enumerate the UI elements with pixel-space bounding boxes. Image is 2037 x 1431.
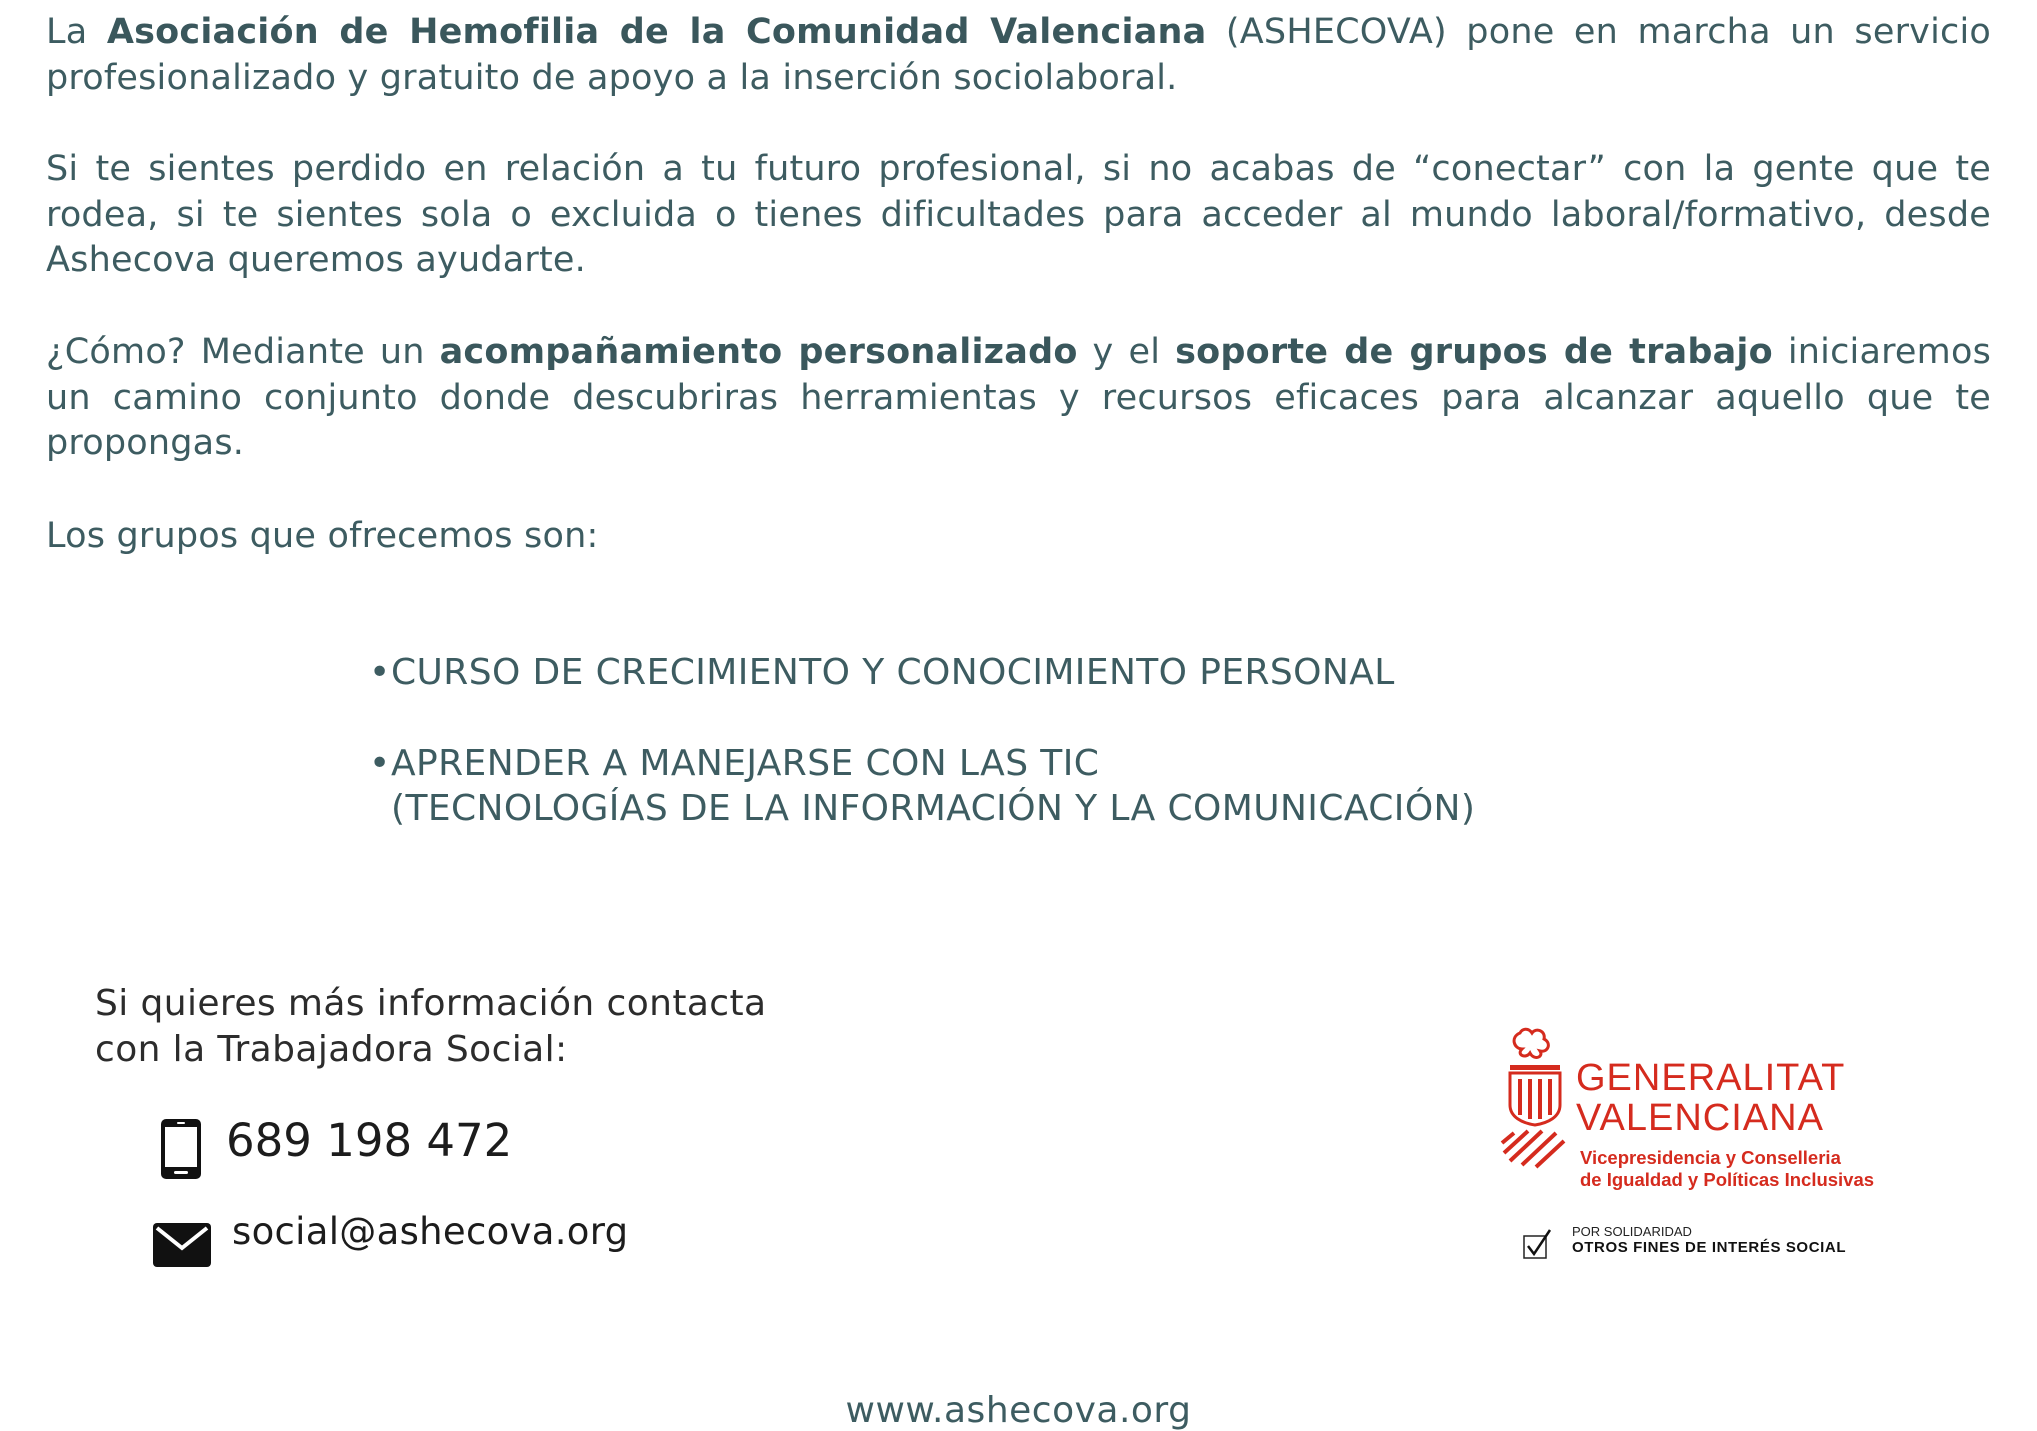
solidarity-text: [1572, 1224, 1846, 1256]
group-item-label: CURSO DE CRECIMIENTO Y CONOCIMIENTO PERSONAL: [391, 652, 1395, 693]
sponsor-logo-text: [1576, 1058, 1845, 1138]
mobile-phone-icon: [160, 1118, 202, 1180]
contact-line-1: Si quieres más información contacta: [95, 983, 767, 1024]
intro-paragraph: [46, 10, 1991, 101]
how-paragraph: [46, 330, 1991, 467]
sponsor-department: [1580, 1147, 1874, 1191]
groups-intro: Los grupos que ofrecemos son:: [46, 516, 599, 556]
sponsor-title-line2: VALENCIANA: [1576, 1097, 1824, 1139]
bullet-mark: •: [369, 652, 391, 693]
sponsor-sub-line1: Vicepresidencia y Conselleria: [1580, 1147, 1841, 1168]
intro-suffix: (ASHECOVA) pone en marcha un servicio profesionalizado y gratuito de apoyo a la inserción sociolaboral.: [46, 12, 1991, 98]
email-link[interactable]: social@ashecova.org: [232, 1210, 629, 1253]
contact-line-2: con la Trabajadora Social:: [95, 1029, 568, 1070]
how-part3: iniciaremos un camino conjunto donde descubriras herramientas y recursos eficaces para alcanzar aquello que te propongas.: [46, 332, 1992, 463]
generalitat-coat-of-arms-icon: [1500, 1025, 1570, 1175]
organization-name: Asociación de Hemofilia de la Comunidad Valenciana: [106, 12, 1207, 52]
group-item: [369, 650, 1395, 695]
group-item-label: APRENDER A MANEJARSE CON LAS TIC: [391, 743, 1100, 784]
how-part1: ¿Cómo? Mediante un: [46, 332, 440, 372]
sponsor-title-line1: GENERALITAT: [1576, 1057, 1846, 1099]
phone-number[interactable]: 689 198 472: [226, 1114, 513, 1167]
group-item-detail: (TECNOLOGÍAS DE LA INFORMACIÓN Y LA COMUNICACIÓN): [391, 788, 1476, 829]
intro-prefix: La: [46, 12, 107, 52]
situation-paragraph: Si te sientes perdido en relación a tu futuro profesional, si no acabas de “conectar” con la gente que te rodea, si te sientes sola o excluida o tienes dificultades para acceder al mundo laboral/formativo, desde Ashecova queremos ayudarte.: [46, 149, 1991, 280]
group-item: [369, 741, 1475, 831]
solidarity-big: OTROS FINES DE INTERÉS SOCIAL: [1572, 1239, 1847, 1256]
contact-intro: [95, 981, 766, 1073]
solidarity-small: POR SOLIDARIDAD: [1572, 1224, 1692, 1239]
bullet-mark: •: [369, 743, 391, 784]
envelope-icon: [152, 1222, 212, 1268]
sponsor-sub-line2: de Igualdad y Políticas Inclusivas: [1580, 1169, 1875, 1190]
how-part2: y el: [1077, 332, 1176, 372]
how-bold-support: soporte de grupos de trabajo: [1175, 332, 1773, 372]
how-bold-accompaniment: acompañamiento personalizado: [439, 332, 1078, 372]
website-link[interactable]: www.ashecova.org: [845, 1390, 1192, 1431]
checkbox-checked-icon: [1522, 1228, 1554, 1260]
